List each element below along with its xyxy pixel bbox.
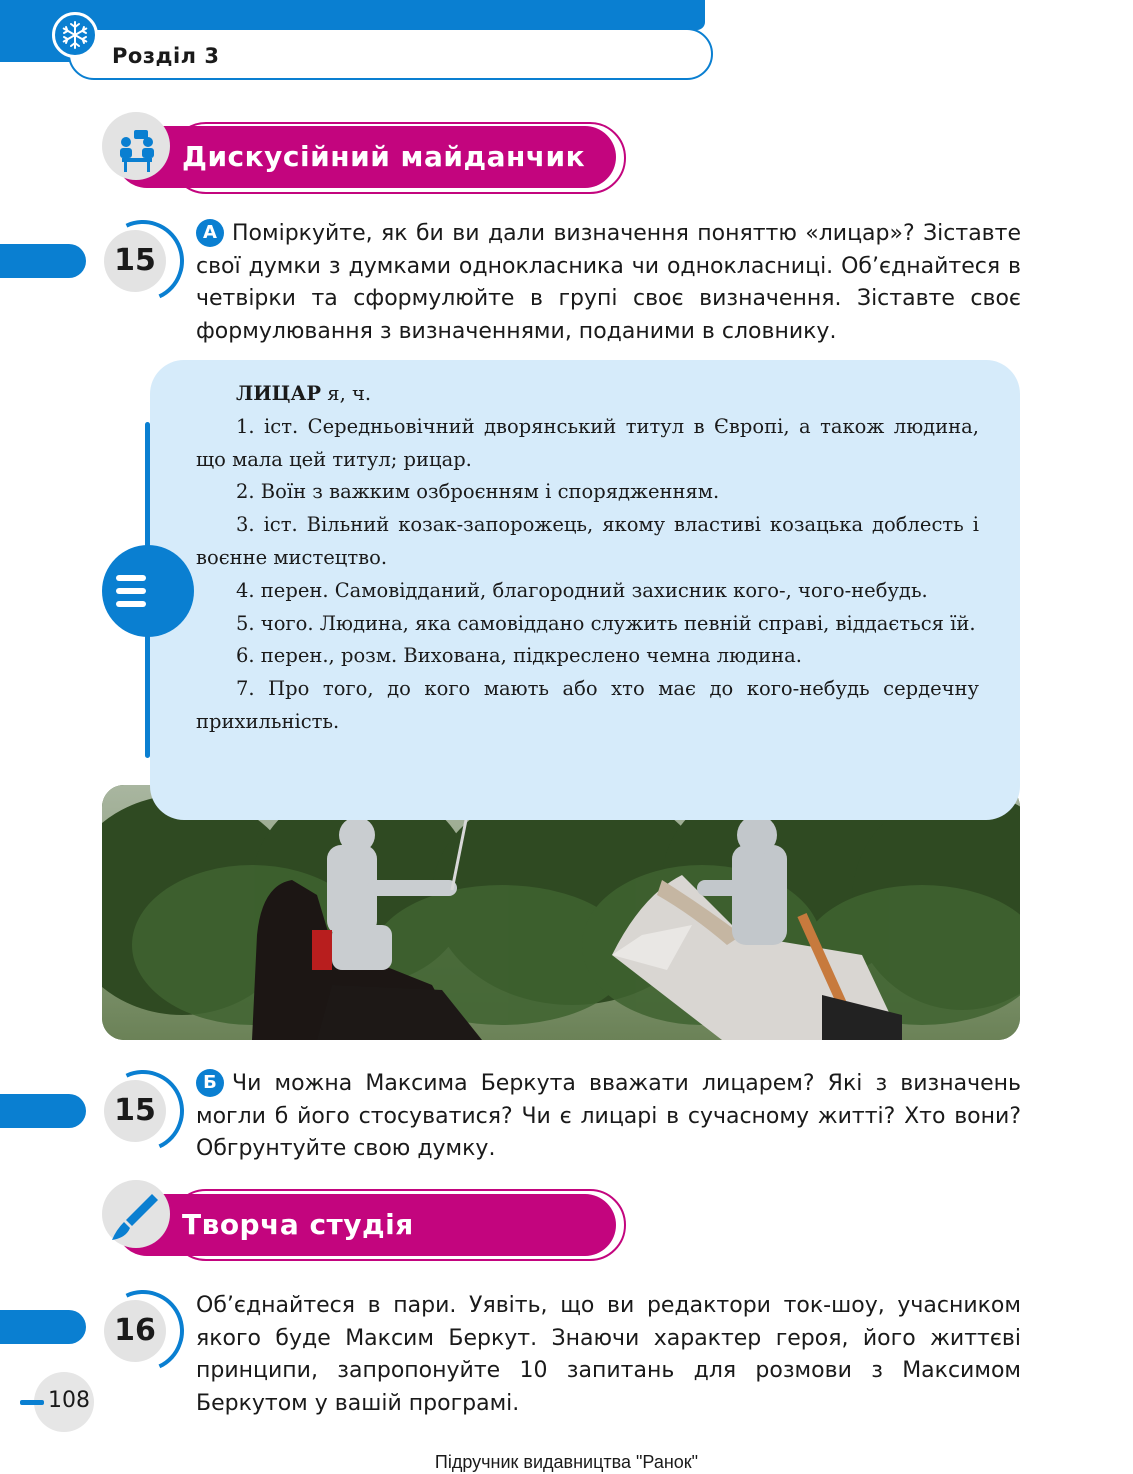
task-text	[196, 1068, 1021, 1166]
page-number-dash	[20, 1400, 44, 1405]
knights-jousting-photo	[102, 785, 1020, 1040]
task-number: 16	[104, 1300, 166, 1362]
dictionary-sense: 3. іст. Вільний козак-запорожець, якому властиві козацька доблесть і воєнне мистецтво.	[196, 513, 979, 569]
dictionary-sense: 2. Воїн з важким озброєнням і спорядженням.	[236, 480, 720, 504]
banner-title: Творча студія	[182, 1208, 414, 1241]
dictionary-grammar: я, ч.	[321, 382, 372, 405]
task-side-bar	[0, 244, 86, 278]
task-body: Поміркуйте, як би ви дали визначення поняттю «лицар»? Зіставте свої думки з думками однокласника чи однокласниці. Об’єднайтеся в четвірки та сформулюйте в групі своє визначення. Зіставте своє формулювання з визначеннями, поданими в словнику.	[196, 221, 1021, 344]
task-side-bar	[0, 1310, 86, 1344]
menu-lines-icon	[102, 545, 194, 637]
banner-discussion	[116, 126, 616, 188]
task-badge: А	[196, 219, 224, 247]
page-number: 108	[48, 1388, 90, 1413]
banner-creative	[116, 1194, 616, 1256]
task-badge: Б	[196, 1069, 224, 1097]
footer-publisher: Підручник видавництва "Ранок"	[434, 1452, 699, 1472]
dictionary-entry	[196, 378, 979, 739]
dictionary-sense: 4. перен. Самовідданий, благородний захисник кого-, чого-небудь.	[236, 578, 928, 602]
dictionary-sense: 7. Про того, до кого мають або хто має до кого-небудь сердечну прихильність.	[196, 677, 979, 733]
section-label: Розділ 3	[112, 44, 220, 68]
dictionary-headword: ЛИЦАР	[236, 382, 322, 405]
discussion-people-icon	[102, 112, 170, 180]
dictionary-sense: 1. іст. Середньовічний дворянський титул в Європі, а також людина, що мала цей титул; рицар.	[196, 414, 979, 471]
task-text	[196, 218, 1021, 348]
task-number: 15	[104, 1080, 166, 1142]
header-band	[0, 0, 705, 30]
dictionary-sense: 5. чого. Людина, яка самовіддано служить певній справі, віддається їй.	[236, 611, 976, 635]
brush-icon	[102, 1180, 170, 1248]
task-number: 15	[104, 230, 166, 292]
dictionary-sense: 6. перен., розм. Вихована, підкреслено чемна людина.	[236, 644, 802, 668]
task-body: Чи можна Максима Беркута вважати лицарем? Які з визначень могли б його стосуватися? Чи є лицарі в сучасному житті? Хто вони? Обгрунтуйте свою думку.	[196, 1071, 1021, 1161]
task-text	[196, 1290, 1021, 1420]
snowflake-icon	[52, 12, 98, 58]
banner-title: Дискусійний майданчик	[182, 140, 586, 173]
task-side-bar	[0, 1094, 86, 1128]
task-body: Об’єднайтеся в пари. Уявіть, що ви редактори ток-шоу, учасником якого буде Максим Беркут. Знаючи характер героя, його життєві принципи, запропонуйте 10 запитань для розмови з Максимом Беркутом у вашій програмі.	[196, 1293, 1021, 1416]
